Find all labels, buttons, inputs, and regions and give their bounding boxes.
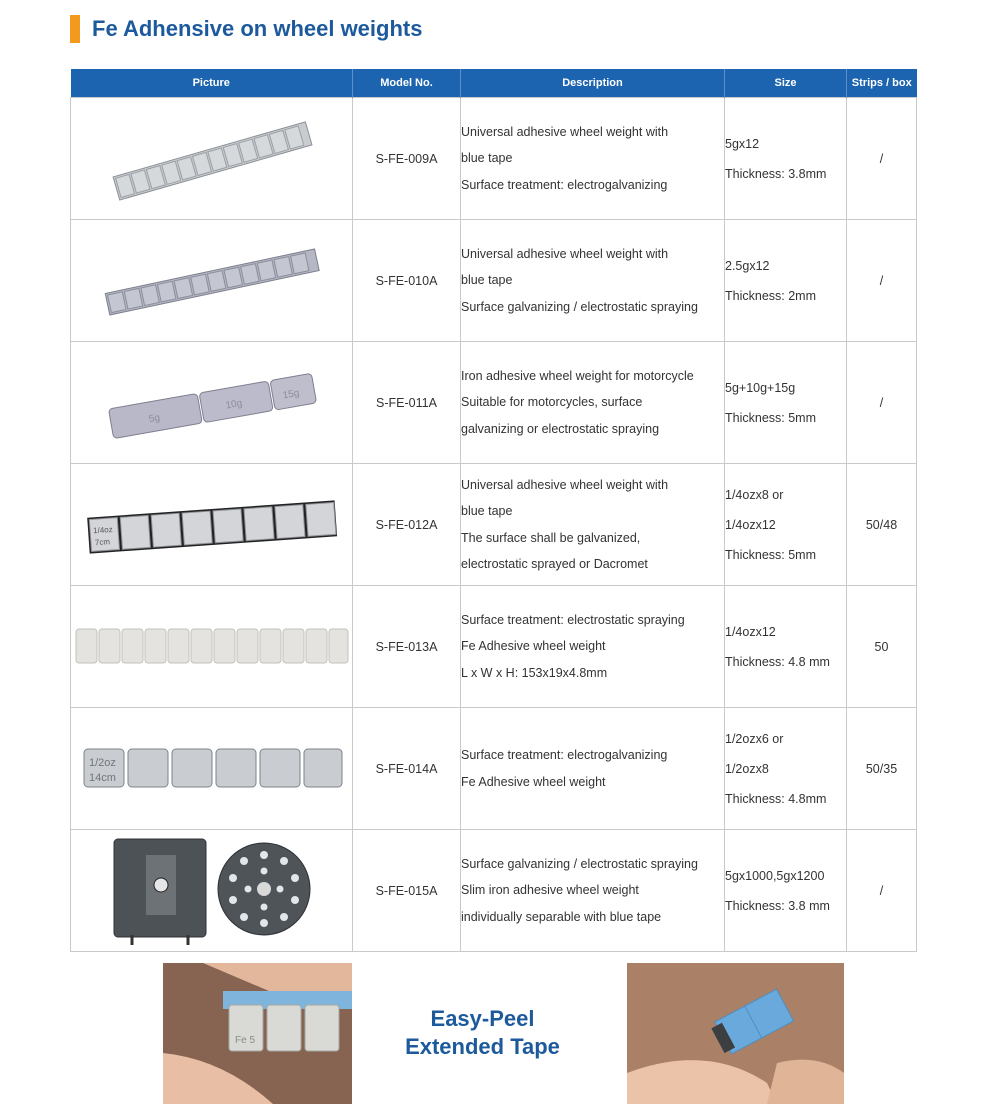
size-line: 1/4ozx12 [725, 624, 776, 639]
picture-cell [71, 586, 353, 708]
model-cell: S-FE-013A [353, 586, 461, 708]
header-strips: Strips / box [847, 69, 917, 98]
strips-cell: 50 [847, 586, 917, 708]
tagline-line-2: Extended Tape [405, 1034, 560, 1059]
size-cell [725, 830, 847, 952]
strips-cell: / [847, 830, 917, 952]
table-row [71, 98, 917, 220]
model-cell: S-FE-014A [353, 708, 461, 830]
tagline-line-1: Easy-Peel [430, 1006, 535, 1031]
picture-cell [71, 830, 353, 952]
table-row [71, 708, 917, 830]
model-cell: S-FE-011A [353, 342, 461, 464]
description-line: Surface treatment: electrogalvanizing [461, 748, 668, 762]
half-oz-weight-strip-icon [80, 719, 344, 819]
size-line: 2.5gx12 [725, 258, 770, 273]
size-line: Thickness: 3.8 mm [725, 898, 830, 913]
weight-roll-dispenser-icon [112, 835, 312, 947]
model-cell: S-FE-010A [353, 220, 461, 342]
strips-cell: / [847, 98, 917, 220]
table-row [71, 830, 917, 952]
size-cell [725, 98, 847, 220]
description-cell [461, 830, 725, 952]
size-cell [725, 464, 847, 586]
description-line: individually separable with blue tape [461, 909, 662, 924]
size-cell [725, 586, 847, 708]
size-line: Thickness: 5mm [725, 410, 816, 425]
description-line: Universal adhesive wheel weight with [461, 124, 669, 139]
embossed-label: 7cm [94, 536, 110, 547]
description-cell [461, 586, 725, 708]
picture-cell [71, 708, 353, 830]
description-line: blue tape [461, 273, 513, 288]
picture-cell [71, 464, 353, 586]
description-line: Surface treatment: electrogalvanizing [461, 177, 668, 192]
strips-cell: 50/48 [847, 464, 917, 586]
table-row [71, 342, 917, 464]
description-line: Universal adhesive wheel weight with [461, 477, 669, 492]
easy-peel-tagline [385, 1005, 580, 1061]
size-line: Thickness: 4.8 mm [725, 654, 830, 669]
header-description: Description [461, 69, 725, 98]
picture-cell [71, 220, 353, 342]
description-cell [461, 220, 725, 342]
motorcycle-weight-icon [97, 353, 327, 453]
grey-weight-strip-icon [97, 231, 327, 331]
oz-weight-strip-icon [82, 475, 342, 575]
table-row [71, 586, 917, 708]
size-cell [725, 220, 847, 342]
description-cell [461, 708, 725, 830]
description-cell [461, 98, 725, 220]
size-line: 1/4ozx8 or [725, 487, 784, 502]
description-line: galvanizing or electrostatic spraying [461, 421, 660, 436]
size-cell [725, 342, 847, 464]
header-size: Size [725, 69, 847, 98]
picture-cell [71, 342, 353, 464]
silver-weight-strip-icon [102, 109, 322, 209]
model-cell: S-FE-009A [353, 98, 461, 220]
description-line: Suitable for motorcycles, surface [461, 395, 643, 410]
description-line: Surface galvanizing / electrostatic spraying [461, 299, 698, 314]
size-line: Thickness: 4.8mm [725, 791, 827, 806]
embossed-label: 1/2oz [88, 756, 116, 769]
embossed-label: Fe 5 [235, 1035, 256, 1046]
white-weight-strip-icon [74, 597, 350, 697]
description-line: Fe Adhesive wheel weight [461, 774, 606, 789]
strips-cell: / [847, 220, 917, 342]
size-line: 1/4ozx12 [725, 517, 776, 532]
description-line: Surface treatment: electrostatic spraying [461, 612, 685, 627]
tape-hold-illustration-icon [627, 963, 844, 1104]
size-cell [725, 708, 847, 830]
tape-peel-illustration-icon [163, 963, 352, 1104]
description-line: blue tape [461, 151, 513, 166]
embossed-label: 15g [281, 387, 300, 402]
table-header-row [71, 69, 917, 98]
size-line: 1/2ozx6 or [725, 731, 784, 746]
description-line: Iron adhesive wheel weight for motorcycle [461, 368, 694, 383]
page-title [70, 14, 422, 44]
description-cell [461, 342, 725, 464]
tape-peel-photo [163, 963, 352, 1104]
table-row [71, 220, 917, 342]
model-cell: S-FE-015A [353, 830, 461, 952]
size-line: Thickness: 5mm [725, 547, 816, 562]
strips-cell: 50/35 [847, 708, 917, 830]
embossed-label: 1/4oz [92, 524, 113, 535]
description-line: electrostatic sprayed or Dacromet [461, 557, 648, 571]
description-line: Universal adhesive wheel weight with [461, 246, 669, 261]
description-line: Fe Adhesive wheel weight [461, 639, 606, 654]
description-line: Surface galvanizing / electrostatic spraying [461, 856, 698, 871]
embossed-label: 5g [147, 411, 161, 425]
table-row [71, 464, 917, 586]
size-line: 5gx12 [725, 136, 760, 151]
tape-hold-photo [627, 963, 844, 1104]
strips-cell: / [847, 342, 917, 464]
picture-cell [71, 98, 353, 220]
model-cell: S-FE-012A [353, 464, 461, 586]
size-line: 1/2ozx8 [725, 761, 769, 776]
size-line: Thickness: 3.8mm [725, 166, 827, 181]
title-accent-bar [70, 15, 80, 43]
page-title-text: Fe Adhensive on wheel weights [92, 16, 423, 41]
embossed-label: 14cm [88, 771, 116, 784]
description-cell [461, 464, 725, 586]
embossed-label: 10g [224, 397, 243, 412]
size-line: 5gx1000,5gx1200 [725, 868, 825, 883]
header-picture: Picture [71, 69, 353, 98]
size-line: 5g+10g+15g [725, 380, 796, 395]
description-line: L x W x H: 153x19x4.8mm [461, 665, 608, 680]
size-line: Thickness: 2mm [725, 288, 816, 303]
header-model: Model No. [353, 69, 461, 98]
description-line: The surface shall be galvanized, [461, 530, 641, 545]
description-line: blue tape [461, 504, 513, 518]
product-table [70, 69, 917, 952]
description-line: Slim iron adhesive wheel weight [461, 883, 639, 898]
